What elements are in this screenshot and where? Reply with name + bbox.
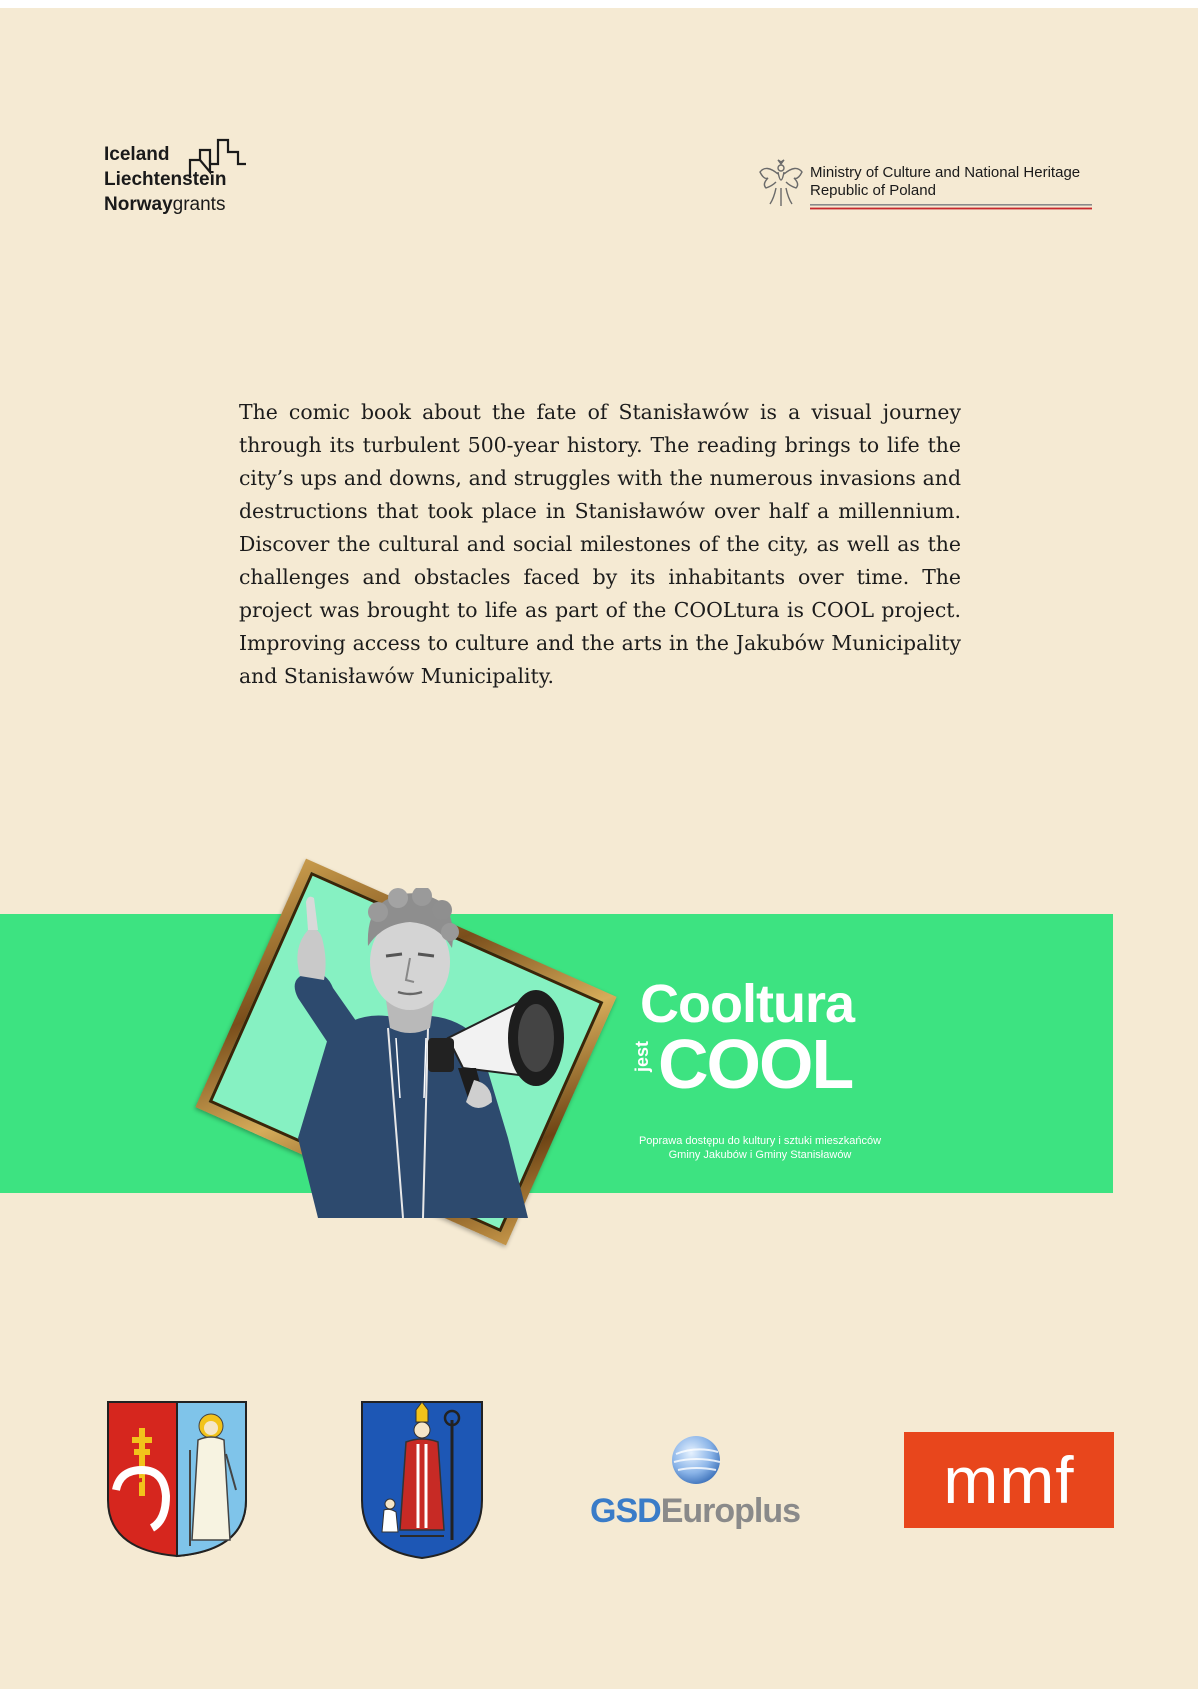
logo-line-liechtenstein: Liechtenstein [104,169,227,190]
brand-cool: COOL [658,1025,853,1103]
grants-building-icon [188,138,248,180]
logo-word-grants: grants [172,194,226,215]
ministry-country: Republic of Poland [810,182,936,199]
logo-line-iceland: Iceland [104,144,170,165]
jakubow-coat-of-arms [106,1400,248,1558]
back-cover-page [0,8,1198,1689]
flag-stripes [810,204,1092,210]
mmf-logo: mmf [904,1432,1114,1528]
logo-word-norway: Norway [104,194,173,215]
gsd-europlus-wordmark [590,1492,800,1531]
logo-line-norway [104,192,226,217]
tagline-line-2: Gminy Jakubów i Gminy Stanisławów [668,1149,852,1161]
gsd-word: GSD [590,1492,661,1530]
polish-eagle-icon [758,158,804,210]
ministry-text [810,164,1100,200]
ministry-name: Ministry of Culture and National Heritage [810,164,1081,181]
book-description: The comic book about the fate of Stanisławów is a visual journey through its turbulent 500-year history. The reading brings to life the city’s ups and downs, and struggles with the numerous invasions and destructions that took place in Stanisławów over half a millennium. Discover the cultural and social milestones of the city, as well as the challenges and obstacles faced by its inhabitants over time. The project was brought to life as part of the COOLtura is COOL project. Improving access to culture and the arts in the Jakubów Municipality and Stanisławów Municipality. [239,400,961,688]
statue-with-megaphone-illustration [278,888,618,1218]
globe-icon [672,1432,732,1488]
brand-jest: jest [632,1040,652,1072]
tagline-line-1: Poprawa dostępu do kultury i sztuki mieszkańców [638,1135,882,1147]
brand-cooltura: Cooltura [640,974,854,1034]
europlus-word: Europlus [660,1492,801,1530]
stanislawow-coat-of-arms [360,1400,484,1560]
banner-tagline [600,1134,920,1162]
